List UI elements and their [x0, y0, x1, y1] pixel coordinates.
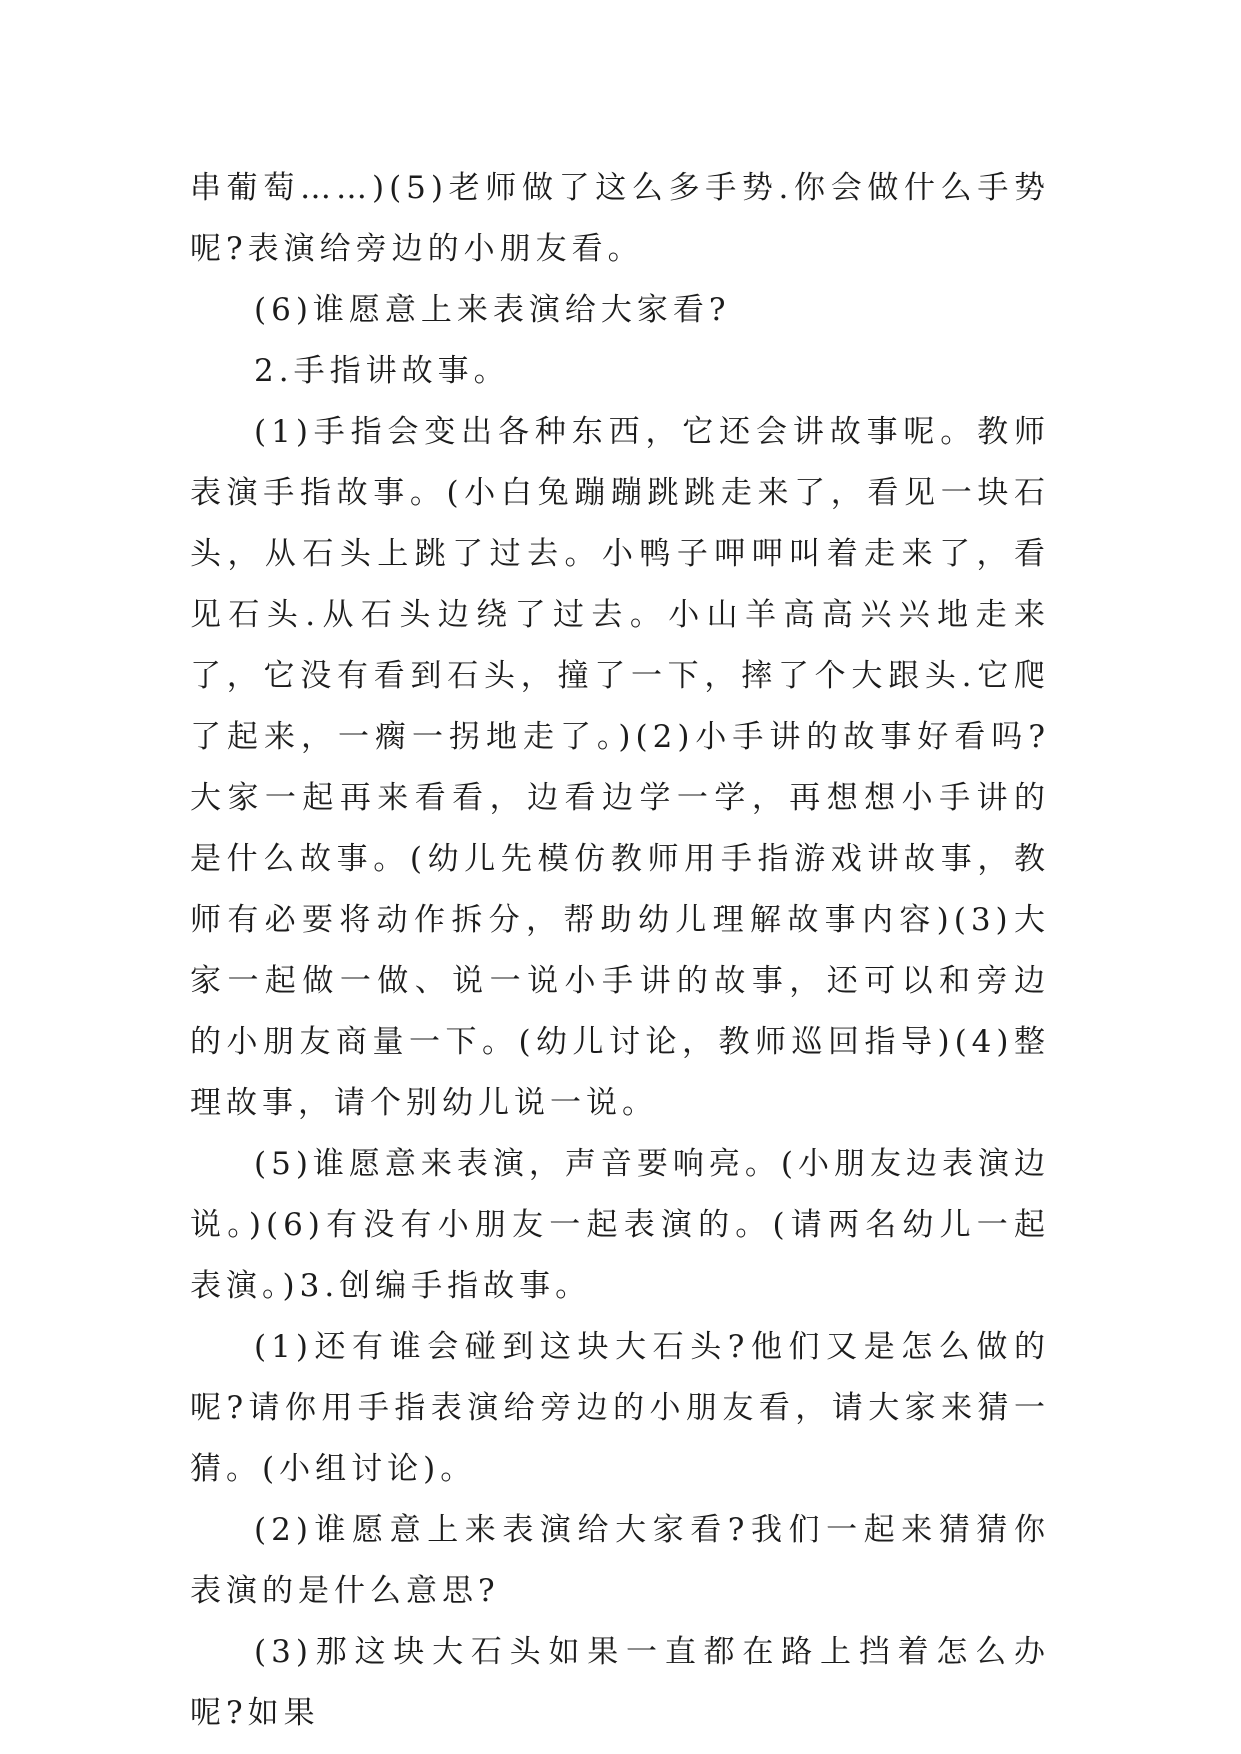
paragraph-create-story-3: (3)那这块大石头如果一直都在路上挡着怎么办呢?如果 — [190, 1634, 1050, 1731]
paragraph-step-6: (6)谁愿意上来表演给大家看? — [254, 292, 731, 328]
paragraph-performance: (5)谁愿意来表演，声音要响亮。(小朋友边表演边说。)(6)有没有小朋友一起表演的。(请两名幼儿一起表演。)3.创编手指故事。 — [190, 1146, 1051, 1304]
paragraph-finger-story: (1)手指会变出各种东西，它还会讲故事呢。教师表演手指故事。(小白兔蹦蹦跳跳走来了，看见一块石头，从石头上跳了过去。小鸭子呷呷叫着走来了，看见石头.从石头边绕了过去。小山羊高高兴兴地走来了，它没有看到石头，撞了一下，摔了个大跟头.它爬了起来，一瘸一拐地走了。)(2)小手讲的故事好看吗?大家一起再来看看，边看边学一学，再想想小手讲的是什么故事。(幼儿先模仿教师用手指游戏讲故事，教师有必要将动作拆分，帮助幼儿理解故事内容)(3)大家一起做一做、说一说小手讲的故事，还可以和旁边的小朋友商量一下。(幼儿讨论，教师巡回指导)(4)整理故事，请个别幼儿说一说。 — [190, 414, 1050, 1121]
paragraph-create-story-1: (1)还有谁会碰到这块大石头?他们又是怎么做的呢?请你用手指表演给旁边的小朋友看，请大家来猜一猜。(小组讨论)。 — [190, 1329, 1050, 1487]
document-body — [190, 158, 1050, 1744]
paragraph-continuation: 串葡萄……)(5)老师做了这么多手势.你会做什么手势呢?表演给旁边的小朋友看。 — [190, 170, 1050, 267]
section-heading-finger-story: 2.手指讲故事。 — [254, 353, 510, 389]
paragraph-create-story-2: (2)谁愿意上来表演给大家看?我们一起来猜猜你表演的是什么意思? — [190, 1512, 1050, 1609]
